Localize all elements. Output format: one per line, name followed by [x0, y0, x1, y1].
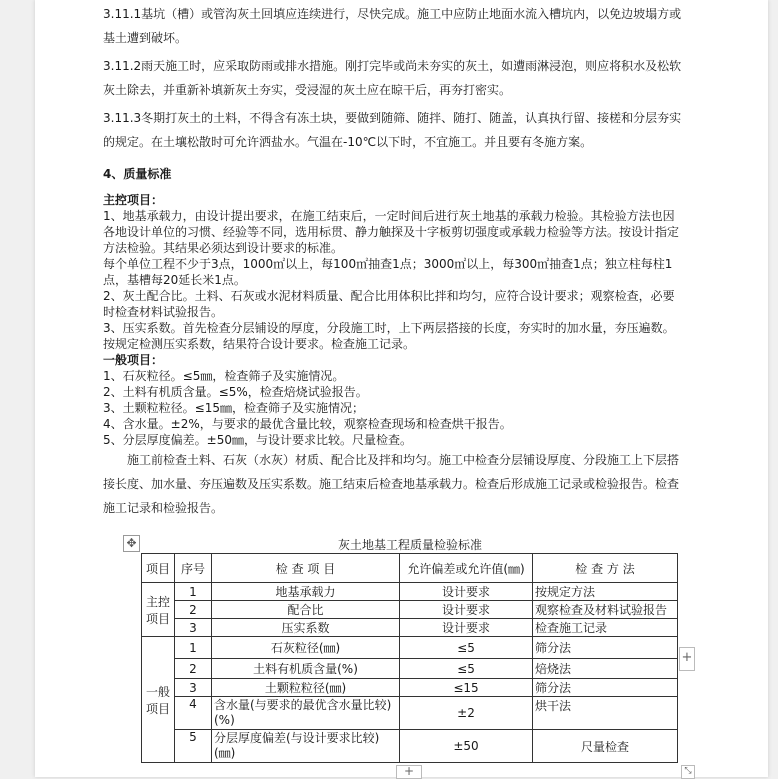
table-row: [142, 679, 678, 697]
row-item: 含水量(与要求的最优含水量比较)(%): [212, 697, 400, 730]
row-item: 土料有机质含量(%): [212, 659, 400, 679]
row-item: 分层厚度偏差(与设计要求比较)(㎜): [212, 730, 400, 763]
table-row: [142, 583, 678, 601]
table-resize-handle[interactable]: ⤡: [681, 765, 695, 779]
row-value: 设计要求: [400, 619, 533, 637]
row-method: 焙烧法: [533, 659, 678, 679]
row-item: 地基承载力: [212, 583, 400, 601]
table-row: [142, 659, 678, 679]
row-method: 筛分法: [533, 679, 678, 697]
row-value: ≤5: [400, 637, 533, 659]
row-method: 尺量检查: [533, 730, 678, 763]
header-cell: 序号: [175, 554, 212, 583]
table-row: [142, 601, 678, 619]
row-item: 压实系数: [212, 619, 400, 637]
row-value: 设计要求: [400, 583, 533, 601]
inspection-table: [141, 553, 678, 763]
row-value: ±50: [400, 730, 533, 763]
row-value: ≤15: [400, 679, 533, 697]
table-move-handle[interactable]: ✥: [123, 535, 140, 552]
document-body: [103, 0, 683, 520]
row-no: 1: [175, 637, 212, 659]
header-cell: 检 查 项 目: [212, 554, 400, 583]
table-header-row: [142, 554, 678, 583]
section-heading: 4、质量标准: [103, 167, 172, 181]
add-column-button[interactable]: +: [679, 647, 695, 671]
general-item-2: 2、土料有机质含量。≤5%，检查焙烧试验报告。: [103, 385, 368, 399]
paragraph-3-11-1: 3.11.1基坑（槽）或管沟灰土回填应连续进行，尽快完成。施工中应防止地面水流入槽坑内，以免边坡塌方或基土遭到破坏。: [103, 7, 682, 45]
main-item-1: 1、地基承载力，由设计提出要求，在施工结束后，一定时间后进行灰土地基的承载力检验。其检验方法也因各地设计单位的习惯、经验等不同，选用标贯、静力触探及十字板剪切强度或承载力检验等方法。按设计指定方法检验。其结果必须达到设计要求的标准。: [103, 209, 680, 255]
table-row: [142, 697, 678, 730]
row-no: 2: [175, 659, 212, 679]
row-no: 5: [175, 730, 212, 763]
main-item-3: 3、压实系数。首先检查分层铺设的厚度，分段施工时，上下两层搭接的长度，夯实时的加水量，夯压遍数。按规定检测压实系数，结果符合设计要求。检查施工记录。: [103, 321, 675, 351]
add-row-button[interactable]: +: [396, 765, 422, 779]
main-item-1-note: 每个单位工程不少于3点，1000㎡以上，每100㎡抽查1点；3000㎡以上，每300㎡抽查1点；独立柱每柱1点，基槽每20延长米1点。: [103, 257, 673, 287]
general-item-3: 3、土颗粒粒径。≤15㎜，检查筛子及实施情况；: [103, 401, 364, 415]
row-item: 配合比: [212, 601, 400, 619]
row-no: 3: [175, 679, 212, 697]
row-method: 烘干法: [533, 697, 678, 730]
table-row: [142, 637, 678, 659]
table-title: 灰土地基工程质量检验标准: [337, 538, 482, 552]
header-cell: 允许偏差或允许值(㎜): [400, 554, 533, 583]
general-item-5: 5、分层厚度偏差。±50㎜，与设计要求比较。尺量检查。: [103, 433, 412, 447]
row-method: 筛分法: [533, 637, 678, 659]
row-value: 设计要求: [400, 601, 533, 619]
general-items-title: 一般项目：: [103, 353, 164, 367]
row-no: 1: [175, 583, 212, 601]
row-method: 检查施工记录: [533, 619, 678, 637]
paragraph-3-11-2: 3.11.2雨天施工时，应采取防雨或排水措施。刚打完毕或尚未夯实的灰土，如遭雨淋浸泡，则应将积水及松软灰土除去，并重新补填新灰土夯实，受浸湿的灰土应在晾干后，再夯打密实。: [103, 59, 682, 97]
row-item: 石灰粒径(㎜): [212, 637, 400, 659]
table-row: [142, 730, 678, 763]
paragraph-3-11-3: 3.11.3冬期打灰土的土料，不得含有冻土块，要做到随筛、随拌、随打、随盖，认真执行留、接槎和分层夯实的规定。在土壤松散时可允许洒盐水。气温在-10℃以下时，不宜施工。并且要有冬施方案。: [103, 111, 682, 149]
general-item-4: 4、含水量。±2%，与要求的最优含量比较，观察检查现场和检查烘干报告。: [103, 417, 512, 431]
general-item-1: 1、石灰粒径。≤5㎜，检查筛子及实施情况。: [103, 369, 345, 383]
header-cell: 项目: [142, 554, 175, 583]
row-item: 土颗粒粒径(㎜): [212, 679, 400, 697]
table-row: [142, 619, 678, 637]
row-no: 2: [175, 601, 212, 619]
row-method: 按规定方法: [533, 583, 678, 601]
row-value: ±2: [400, 697, 533, 730]
main-items-title: 主控项目：: [103, 193, 164, 207]
row-value: ≤5: [400, 659, 533, 679]
row-no: 3: [175, 619, 212, 637]
closing-paragraph: 施工前检查土料、石灰（水灰）材质、配合比及拌和均匀。施工中检查分层铺设厚度、分段施工上下层搭接长度、加水量、夯压遍数及压实系数。施工结束后检查地基承载力。检查后形成施工记录或检验报告。检查施工记录和检验报告。: [103, 453, 680, 515]
header-cell: 检 查 方 法: [533, 554, 678, 583]
row-no: 4: [175, 697, 212, 730]
row-method: 观察检查及材料试验报告: [533, 601, 678, 619]
group-main-cell: 主控项目: [142, 583, 175, 637]
group-general-cell: 一般项目: [142, 637, 175, 763]
main-item-2: 2、灰土配合比。土料、石灰或水泥材料质量、配合比用体积比拌和均匀，应符合设计要求；观察检查，必要时检查材料试验报告。: [103, 289, 675, 319]
